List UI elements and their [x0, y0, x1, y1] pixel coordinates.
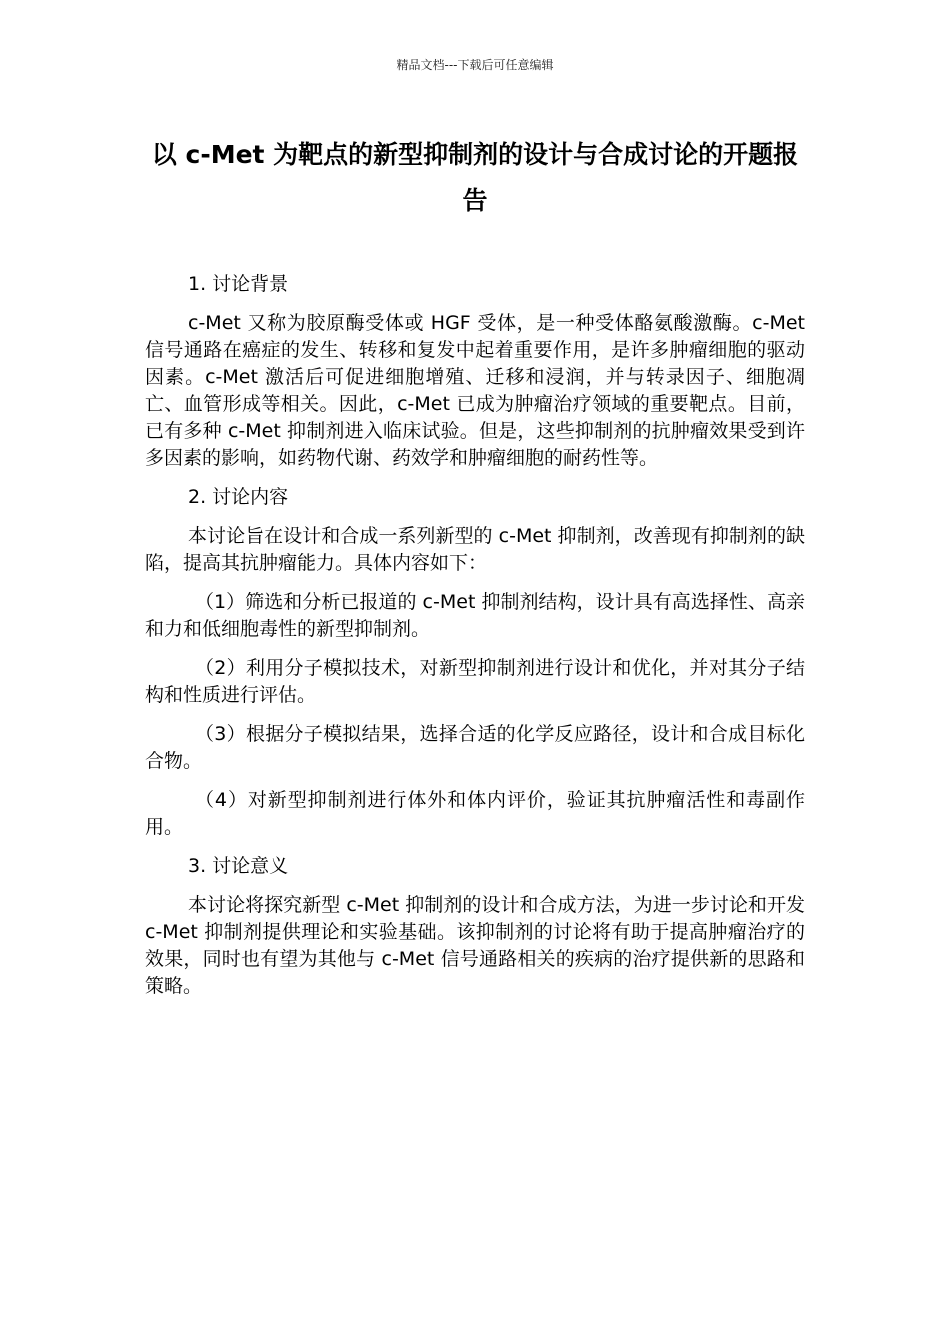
content-list-item: （1）筛选和分析已报道的 c-Met 抑制剂结构，设计具有高选择性、高亲和力和低细胞毒性的新型抑制剂。: [145, 591, 805, 640]
section-heading-significance: 3. 讨论意义: [188, 855, 289, 877]
content-intro-paragraph: 本讨论旨在设计和合成一系列新型的 c-Met 抑制剂，改善现有抑制剂的缺陷，提高其抗肿瘤能力。具体内容如下：: [145, 525, 805, 574]
page-header: 精品文档---下载后可任意编辑: [396, 58, 554, 72]
significance-paragraph: 本讨论将探究新型 c-Met 抑制剂的设计和合成方法，为进一步讨论和开发 c-Met 抑制剂提供理论和实验基础。该抑制剂的讨论将有助于提高肿瘤治疗的效果，同时也有望为其他与 c-Met 信号通路相关的疾病的治疗提供新的思路和策略。: [145, 894, 805, 997]
section-heading-content: 2. 讨论内容: [188, 486, 289, 508]
content-list-item: （3）根据分子模拟结果，选择合适的化学反应路径，设计和合成目标化合物。: [145, 723, 805, 772]
background-paragraph: c-Met 又称为胶原酶受体或 HGF 受体，是一种受体酪氨酸激酶。c-Met 信号通路在癌症的发生、转移和复发中起着重要作用，是许多肿瘤细胞的驱动因素。c-Met 激活后可促进细胞增殖、迁移和浸润，并与转录因子、细胞凋亡、血管形成等相关。因此，c-Met 已成为肿瘤治疗领域的重要靶点。目前，已有多种 c-Met 抑制剂进入临床试验。但是，这些抑制剂的抗肿瘤效果受到许多因素的影响，如药物代谢、药效学和肿瘤细胞的耐药性等。: [145, 312, 805, 469]
section-heading-background: 1. 讨论背景: [188, 273, 289, 295]
content-list-item: （2）利用分子模拟技术，对新型抑制剂进行设计和优化，并对其分子结构和性质进行评估。: [145, 657, 805, 706]
content-list-item: （4）对新型抑制剂进行体外和体内评价，验证其抗肿瘤活性和毒副作用。: [145, 789, 805, 838]
document-title: 以 c-Met 为靶点的新型抑制剂的设计与合成讨论的开题报告: [151, 140, 799, 215]
document-body: [145, 271, 805, 1012]
